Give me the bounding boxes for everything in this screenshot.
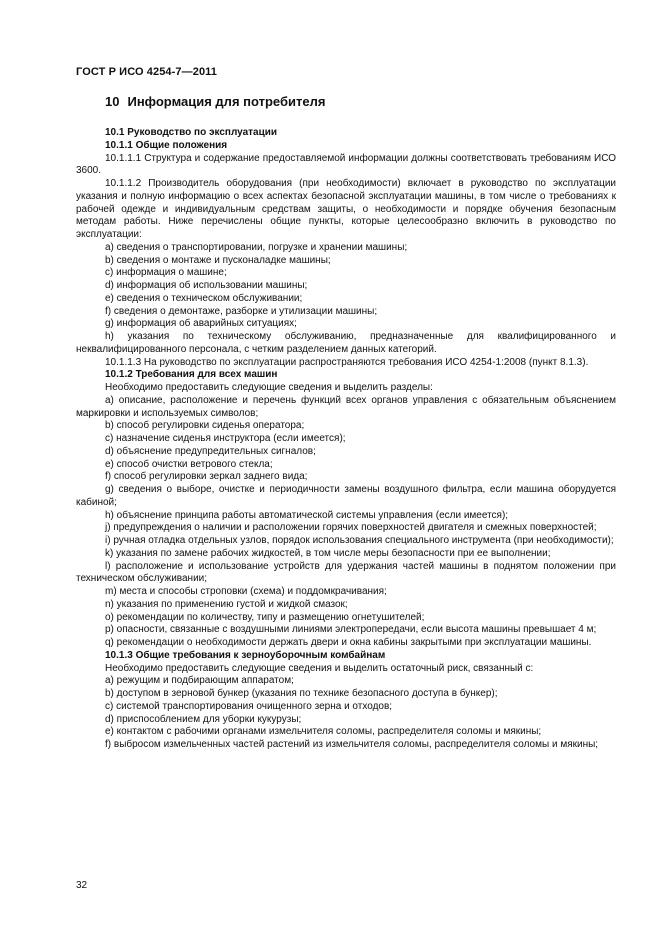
paragraph: h) указания по техническому обслуживанию, предназначенные для квалифицированного и неквалифицированного персонала, с четким разделением данных категорий. xyxy=(76,331,616,355)
paragraph: p) опасности, связанные с воздушными линиями электропередачи, если высота машины превышает 4 м; xyxy=(105,624,597,636)
list-item: f) сведения о демонтаже, разборке и утилизации машины; xyxy=(105,305,378,317)
list-item: d) приспособлением для уборки кукурузы; xyxy=(105,713,302,725)
list-item: d) объяснение предупредительных сигналов; xyxy=(105,445,316,457)
paragraph: i) ручная отладка отдельных узлов, порядок использования специального инструмента (при необходимости); xyxy=(105,535,614,546)
paragraph: 10.1.1.3 На руководство по эксплуатации распространяются требования ИСО 4254-1:2008 (пункт 8.1.3). xyxy=(105,356,589,368)
clause-heading: 10.1.2 Требования для всех машин xyxy=(105,369,278,381)
list-item: a) режущим и подбирающим аппаратом; xyxy=(105,675,294,687)
document-body xyxy=(76,126,616,752)
paragraph: g) сведения о выборе, очистке и периодичности замены воздушного фильтра, если машина оборудуется кабиной; xyxy=(76,484,616,508)
list-item: e) способ очистки ветрового стекла; xyxy=(105,458,273,470)
document-header: ГОСТ Р ИСО 4254-7—2011 xyxy=(76,66,217,78)
list-item: n) указания по применению густой и жидкой смазок; xyxy=(105,598,348,610)
list-item: b) способ регулировки сиденья оператора; xyxy=(105,420,305,432)
paragraph: 10.1.1.1 Структура и содержание предоставляемой информации должны соответствовать требованиям ИСО 3600. xyxy=(76,152,616,177)
paragraph: Необходимо предоставить следующие сведения и выделить разделы: xyxy=(105,382,433,393)
paragraph: a) описание, расположение и перечень функций всех органов управления с обязательным объяснением маркировки и используемых символов; xyxy=(76,394,616,419)
paragraph: q) рекомендации о необходимости держать двери и окна кабины закрытыми при эксплуатации машины. xyxy=(105,637,592,648)
list-item: k) указания по замене рабочих жидкостей, в том числе меры безопасности при ее выполнении; xyxy=(105,547,551,559)
list-item: c) системой транспортирования очищенного зерна и отходов; xyxy=(105,700,393,712)
paragraph: f) выбросом измельченных частей растений из измельчителя соломы, распределителя соломы и мякины; xyxy=(105,739,599,750)
paragraph: 10.1.1.2 Производитель оборудования (при необходимости) включает в руководство по эксплуатации указания и полную информацию о всех аспектах безопасной эксплуатации машины, в том числе о требованиях к рабочей одежде и индивидуальным средствам защиты, о необходимости и порядке обучения безопасным методам работы. Ниже перечислены общие пункты, которые целесообразно включить в руководство по эксплуатации: xyxy=(76,178,616,240)
section-number: 10 xyxy=(105,94,120,109)
list-item: e) сведения о техническом обслуживании; xyxy=(105,292,303,304)
list-item: b) сведения о монтаже и пусконаладке машины; xyxy=(105,254,331,266)
list-item: a) сведения о транспортировании, погрузке и хранении машины; xyxy=(105,241,408,253)
section-title xyxy=(105,94,325,109)
list-item: b) доступом в зерновой бункер (указания по технике безопасного доступа в бункер); xyxy=(105,688,498,699)
paragraph: Необходимо предоставить следующие сведения и выделить остаточный риск, связанный с: xyxy=(105,662,534,674)
list-item: o) рекомендации по количеству, типу и размещению огнетушителей; xyxy=(105,611,425,623)
list-item: c) информация о машине; xyxy=(105,267,227,279)
list-item: m) места и способы строповки (схема) и поддомкрачивания; xyxy=(105,586,387,597)
paragraph: l) расположение и использование устройств для удержания частей машины в поднятом положении при техническом обслуживании; xyxy=(76,560,616,585)
subsection-heading: 10.1 Руководство по эксплуатации xyxy=(105,127,278,138)
clause-heading: 10.1.1 Общие положения xyxy=(105,139,228,151)
list-item: d) информация об использовании машины; xyxy=(105,280,308,291)
paragraph: j) предупреждения о наличии и расположении горячих поверхностей двигателя и смежных поверхностей; xyxy=(105,522,597,534)
clause-heading: 10.1.3 Общие требования к зерноуборочным комбайнам xyxy=(105,649,386,661)
list-item: c) назначение сиденья инструктора (если имеется); xyxy=(105,433,346,444)
section-title-text: Информация для потребителя xyxy=(127,94,326,109)
list-item: e) контактом с рабочими органами измельчителя соломы, распределителя соломы и мякины; xyxy=(105,726,542,738)
page-number: 32 xyxy=(76,880,88,891)
list-item: f) способ регулировки зеркал заднего вида; xyxy=(105,471,308,483)
list-item: g) информация об аварийных ситуациях; xyxy=(105,318,297,330)
list-item: h) объяснение принципа работы автоматической системы управления (если имеется); xyxy=(105,509,509,521)
